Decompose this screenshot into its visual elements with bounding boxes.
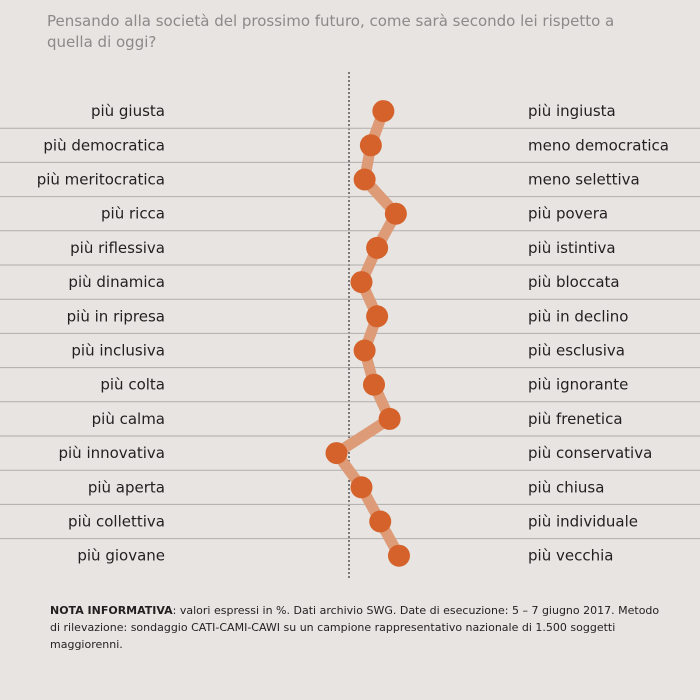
data-point	[360, 134, 382, 156]
left-label: più colta	[100, 375, 165, 394]
right-label: più chiusa	[528, 478, 605, 497]
left-label: più inclusiva	[71, 341, 165, 360]
data-point	[350, 476, 372, 498]
left-label: più innovativa	[58, 444, 165, 463]
right-label: più individuale	[528, 512, 638, 531]
right-label: più ingiusta	[528, 102, 616, 121]
right-label: meno selettiva	[528, 170, 640, 189]
left-label: più in ripresa	[66, 307, 165, 326]
left-label: più aperta	[87, 478, 165, 497]
data-point	[354, 169, 376, 191]
right-label: più istintiva	[528, 238, 616, 257]
right-label: più vecchia	[528, 546, 614, 565]
left-label: più democratica	[43, 136, 165, 155]
left-label: più giovane	[77, 546, 165, 565]
right-label: più in declino	[528, 307, 629, 326]
left-label: più meritocratica	[36, 170, 165, 189]
left-label: più riflessiva	[70, 238, 165, 257]
data-point	[363, 374, 385, 396]
data-point	[350, 271, 372, 293]
note-text: : valori espressi in %. Dati archivio SWG. Date di esecuzione: 5 – 7 giugno 2017. Metodo di rilevazione: sondaggio CATI-CAMI-CAWI su un campione rappresentativo nazionale di 1.500 soggetti maggiorenni.	[50, 604, 660, 651]
data-point	[372, 100, 394, 122]
left-label: più giusta	[90, 102, 165, 121]
data-point	[379, 408, 401, 430]
left-label: più calma	[91, 409, 165, 428]
right-label: più conservativa	[528, 444, 653, 463]
data-point	[369, 511, 391, 533]
right-label: più esclusiva	[528, 341, 625, 360]
right-label: più frenetica	[528, 409, 623, 428]
right-label: meno democratica	[528, 136, 669, 155]
data-point	[354, 340, 376, 362]
data-point	[385, 203, 407, 225]
chart-title: Pensando alla società del prossimo futuro, come sarà secondo lei rispetto a quella di oggi?	[47, 12, 615, 51]
data-point	[366, 237, 388, 259]
left-label: più ricca	[101, 204, 165, 223]
right-label: più ignorante	[528, 375, 629, 394]
note-label: NOTA INFORMATIVA	[50, 604, 173, 617]
data-point	[388, 545, 410, 567]
right-label: più bloccata	[528, 273, 620, 292]
left-label: più dinamica	[68, 273, 165, 292]
methodology-note	[50, 602, 670, 653]
data-point	[326, 442, 348, 464]
right-label: più povera	[528, 204, 609, 223]
data-point	[366, 305, 388, 327]
left-label: più collettiva	[68, 512, 165, 531]
